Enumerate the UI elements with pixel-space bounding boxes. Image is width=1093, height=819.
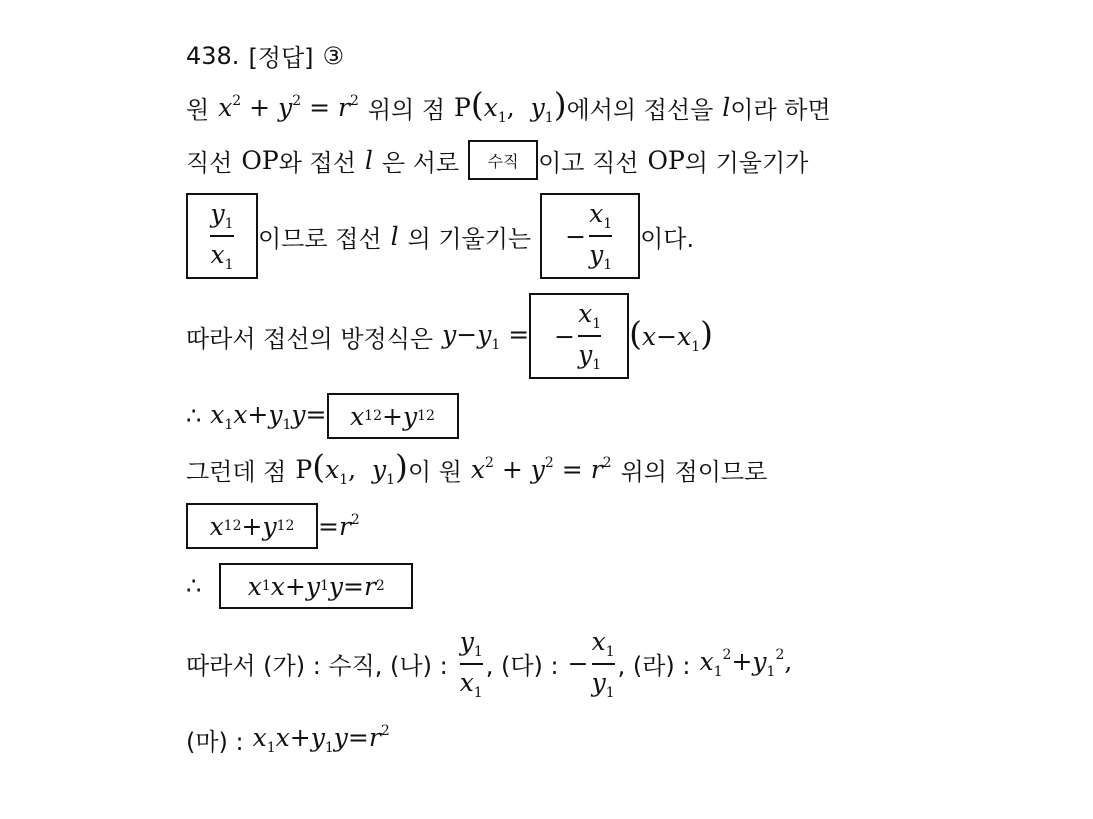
- answer-header: [186, 38, 344, 73]
- text: 은 서로: [381, 148, 460, 177]
- text: 위의 점이므로: [620, 457, 768, 486]
- math-l: l: [390, 221, 399, 251]
- answer-box-1: 수직: [468, 140, 538, 180]
- text: 의 기울기는: [407, 224, 532, 253]
- text: 이고 직선: [538, 148, 639, 177]
- math-sum-squares: $x_1^2+y_1^2$,: [699, 647, 793, 681]
- text: 에서의 접선을: [566, 95, 714, 124]
- text: (마) :: [186, 728, 244, 756]
- text: 원: [186, 95, 210, 124]
- math-tangent-rhs: $(x-x_1)$: [629, 314, 713, 355]
- text: 따라서 (가) : 수직, (나) :: [186, 652, 448, 681]
- text: 이므로 접선: [258, 224, 382, 253]
- text-line-2: [186, 140, 808, 180]
- answer-box-3: − $\frac{x_1}{y_1}$: [540, 193, 640, 279]
- text-line-9: 따라서 (가) : 수직, (나) : $\frac{y_1}{x_1}$ , (다) : − $\frac{x_1}{y_1}$ , (라) : $x_1^2+y_1^2$,: [186, 627, 793, 701]
- text: 따라서 접선의 방정식은: [186, 324, 434, 353]
- text-line-6: [186, 447, 768, 488]
- problem-number: 438.: [186, 41, 240, 70]
- math-frac-y-over-x: $\frac{y_1}{x_1}$: [459, 627, 483, 701]
- text: 이 원: [407, 457, 462, 486]
- math-circle-eq: $x^2 + y^2 = r^2$: [218, 92, 359, 122]
- math-op: OP: [241, 145, 279, 175]
- text: 의 기울기가: [684, 148, 809, 177]
- answer-box-7: x 1 x + y 1 y = r 2: [219, 563, 413, 609]
- text-line-1: [186, 85, 831, 126]
- text-line-8: [186, 563, 413, 609]
- answer-choice: ③: [322, 41, 345, 70]
- math-point: $P(x_1$, $y_1$): [295, 447, 408, 488]
- text: 직선: [186, 148, 233, 177]
- text: , (다) :: [485, 652, 559, 681]
- answer-box-6: x 1 2 + y 1 2: [186, 503, 318, 549]
- math-rhs: $=r^2$: [318, 511, 360, 541]
- math-l: l: [364, 145, 373, 175]
- text-line-3: [186, 193, 694, 279]
- text: 이다.: [640, 224, 695, 253]
- therefore-symbol: ∴: [186, 572, 202, 600]
- text-line-5: [186, 393, 459, 439]
- answer-box-2: $\frac{y_1}{x_1}$: [186, 193, 258, 279]
- text: 이라 하면: [730, 95, 831, 124]
- text-line-7: [186, 503, 360, 549]
- answer-tag: [정답]: [248, 44, 314, 72]
- math-point: $P(x_1$, $y_1$): [454, 85, 567, 126]
- math-frac-x-over-y: $\frac{x_1}{y_1}$: [591, 627, 615, 701]
- math-tangent-lhs: $y-y_1$ =: [442, 319, 530, 353]
- answer-box-5: x 1 2 + y 1 2: [327, 393, 459, 439]
- text: , (라) :: [617, 652, 691, 681]
- math-circle-eq: $x^2 + y^2 = r^2$: [470, 454, 612, 484]
- text-line-10: [186, 722, 390, 757]
- math-l: l: [722, 92, 731, 122]
- math-lhs: $x_1x+y_1y=$: [210, 399, 327, 433]
- math-final-eq: $x_1x+y_1y=r^2$: [252, 723, 390, 756]
- therefore-symbol: ∴: [186, 402, 202, 430]
- math-op: OP: [647, 145, 685, 175]
- answer-box-4: − $\frac{x_1}{y_1}$: [529, 293, 629, 379]
- text: 위의 점: [367, 95, 446, 124]
- text: 그런데 점: [186, 457, 287, 486]
- text-line-4: [186, 293, 713, 379]
- text: 와 접선: [278, 148, 356, 177]
